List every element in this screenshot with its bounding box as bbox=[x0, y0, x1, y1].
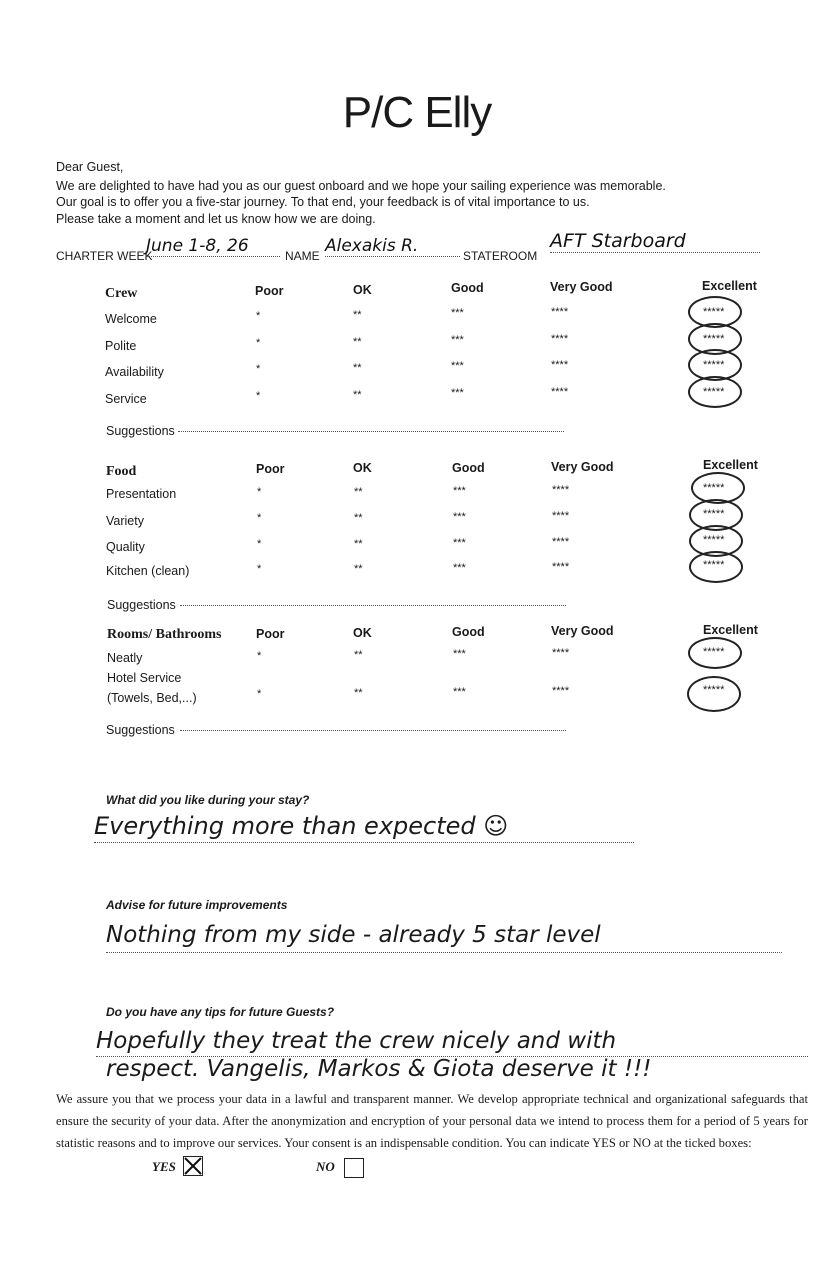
col-header-very-good: Very Good bbox=[551, 624, 614, 638]
rating-ok[interactable]: ** bbox=[353, 362, 362, 374]
crew-suggestions-label: Suggestions bbox=[106, 424, 175, 438]
rating-good[interactable]: *** bbox=[453, 485, 466, 497]
rating-excellent[interactable]: ***** bbox=[703, 359, 725, 371]
rating-good[interactable]: *** bbox=[451, 334, 464, 346]
rating-good[interactable]: *** bbox=[451, 307, 464, 319]
col-header-excellent: Excellent bbox=[702, 279, 757, 293]
answer-liked[interactable]: Everything more than expected ☺ bbox=[94, 812, 634, 843]
rating-ok[interactable]: ** bbox=[353, 309, 362, 321]
rating-excellent[interactable]: ***** bbox=[703, 646, 725, 658]
rating-good[interactable]: *** bbox=[453, 511, 466, 523]
food-item-quality: Quality bbox=[106, 540, 145, 554]
rating-good[interactable]: *** bbox=[453, 562, 466, 574]
rating-ok[interactable]: ** bbox=[354, 486, 363, 498]
rating-good[interactable]: *** bbox=[453, 537, 466, 549]
rooms-item-hotel-service: Hotel Service (Towels, Bed,...) bbox=[107, 671, 197, 705]
rating-poor[interactable]: * bbox=[256, 310, 261, 322]
rating-very-good[interactable]: **** bbox=[552, 484, 570, 496]
question-improvements: Advise for future improvements bbox=[106, 898, 288, 912]
col-header-poor: Poor bbox=[256, 627, 285, 641]
rating-very-good[interactable]: **** bbox=[552, 561, 570, 573]
crew-item-polite: Polite bbox=[105, 339, 137, 353]
food-suggestions-label: Suggestions bbox=[107, 598, 176, 612]
rating-ok[interactable]: ** bbox=[354, 649, 363, 661]
rating-excellent[interactable]: ***** bbox=[703, 534, 725, 546]
food-item-kitchen: Kitchen (clean) bbox=[106, 564, 190, 578]
stateroom-field[interactable]: AFT Starboard bbox=[550, 230, 760, 253]
rating-poor[interactable]: * bbox=[256, 363, 261, 375]
rating-poor[interactable]: * bbox=[257, 650, 262, 662]
selection-circle bbox=[688, 637, 742, 669]
no-label: NO bbox=[316, 1159, 335, 1174]
rating-poor[interactable]: * bbox=[257, 538, 262, 550]
rating-very-good[interactable]: **** bbox=[552, 647, 570, 659]
section-title-rooms: Rooms/ Bathrooms bbox=[107, 627, 222, 642]
rating-good[interactable]: *** bbox=[453, 648, 466, 660]
stateroom-label: STATEROOM bbox=[463, 249, 538, 263]
crew-item-availability: Availability bbox=[105, 365, 164, 379]
rating-poor[interactable]: * bbox=[257, 486, 262, 498]
col-header-very-good: Very Good bbox=[550, 280, 613, 294]
consent-text: We assure you that we process your data in a lawful and transparent manner. We develop appropriate technical and organizational safeguards that ensure the security of your data. After the anonymization and encryption of your personal data we intend to process them for a period of 5 years for statistic reasons and to improve our services. Your consent is an indispensable condition. You can indicate YES or NO at the ticked boxes: bbox=[56, 1092, 808, 1150]
col-header-good: Good bbox=[452, 625, 485, 639]
rating-poor[interactable]: * bbox=[257, 563, 262, 575]
rating-poor[interactable]: * bbox=[256, 390, 261, 402]
selection-circle bbox=[689, 551, 743, 583]
rating-very-good[interactable]: **** bbox=[552, 536, 570, 548]
col-header-very-good: Very Good bbox=[551, 460, 614, 474]
name-label: NAME bbox=[285, 249, 320, 263]
yes-checkbox[interactable] bbox=[183, 1156, 203, 1176]
check-cross-icon bbox=[184, 1157, 202, 1175]
rooms-item-neatly: Neatly bbox=[107, 651, 143, 665]
yes-label: YES bbox=[152, 1159, 176, 1174]
intro-line-2: Our goal is to offer you a five-star journey. To that end, your feedback is of vital importance to us. bbox=[56, 195, 590, 209]
col-header-ok: OK bbox=[353, 626, 372, 640]
rating-good[interactable]: *** bbox=[453, 686, 466, 698]
rating-poor[interactable]: * bbox=[256, 337, 261, 349]
section-title-food: Food bbox=[106, 464, 137, 479]
question-tips: Do you have any tips for future Guests? bbox=[106, 1005, 335, 1019]
section-title-crew: Crew bbox=[105, 286, 138, 301]
rating-ok[interactable]: ** bbox=[354, 563, 363, 575]
rating-excellent[interactable]: ***** bbox=[703, 559, 725, 571]
rating-poor[interactable]: * bbox=[257, 688, 262, 700]
question-liked: What did you like during your stay? bbox=[106, 793, 310, 807]
rating-good[interactable]: *** bbox=[451, 360, 464, 372]
no-checkbox[interactable] bbox=[344, 1158, 364, 1178]
rating-ok[interactable]: ** bbox=[354, 687, 363, 699]
crew-item-service: Service bbox=[105, 392, 147, 406]
rating-ok[interactable]: ** bbox=[353, 389, 362, 401]
crew-suggestions-field[interactable] bbox=[178, 430, 564, 432]
intro-line-3: Please take a moment and let us know how we are doing. bbox=[56, 212, 376, 226]
rooms-suggestions-label: Suggestions bbox=[106, 723, 175, 737]
food-item-presentation: Presentation bbox=[106, 487, 177, 501]
rating-excellent[interactable]: ***** bbox=[703, 386, 725, 398]
selection-circle bbox=[688, 376, 742, 408]
answer-tips-line-2[interactable]: respect. Vangelis, Markos & Giota deserve it !!! bbox=[106, 1056, 652, 1082]
col-header-good: Good bbox=[452, 461, 485, 475]
rating-excellent[interactable]: ***** bbox=[703, 306, 725, 318]
rating-excellent[interactable]: ***** bbox=[703, 482, 725, 494]
answer-improvements[interactable]: Nothing from my side - already 5 star level bbox=[106, 922, 782, 953]
rating-very-good[interactable]: **** bbox=[551, 386, 569, 398]
rating-good[interactable]: *** bbox=[451, 387, 464, 399]
col-header-good: Good bbox=[451, 281, 484, 295]
rating-very-good[interactable]: **** bbox=[551, 359, 569, 371]
rating-very-good[interactable]: **** bbox=[551, 333, 569, 345]
answer-tips-line-1[interactable]: Hopefully they treat the crew nicely and with bbox=[96, 1028, 808, 1057]
col-header-ok: OK bbox=[353, 461, 372, 475]
charter-week-label: CHARTER WEEK bbox=[56, 249, 153, 263]
rating-very-good[interactable]: **** bbox=[552, 685, 570, 697]
greeting: Dear Guest, bbox=[56, 160, 124, 174]
food-item-variety: Variety bbox=[106, 514, 144, 528]
rating-ok[interactable]: ** bbox=[354, 512, 363, 524]
col-header-poor: Poor bbox=[255, 284, 284, 298]
col-header-excellent: Excellent bbox=[703, 623, 758, 637]
rating-excellent[interactable]: ***** bbox=[703, 508, 725, 520]
col-header-ok: OK bbox=[353, 283, 372, 297]
rating-excellent[interactable]: ***** bbox=[703, 333, 725, 345]
food-suggestions-field[interactable] bbox=[180, 604, 566, 606]
page-title: P/C Elly bbox=[342, 88, 492, 137]
rating-ok[interactable]: ** bbox=[353, 336, 362, 348]
rooms-suggestions-field[interactable] bbox=[180, 729, 566, 731]
col-header-poor: Poor bbox=[256, 462, 285, 476]
rating-excellent[interactable]: ***** bbox=[703, 684, 725, 696]
crew-item-welcome: Welcome bbox=[105, 312, 157, 326]
charter-week-field[interactable]: June 1-8, 26 bbox=[146, 236, 280, 257]
name-field[interactable]: Alexakis R. bbox=[325, 236, 460, 257]
rating-very-good[interactable]: **** bbox=[551, 306, 569, 318]
rating-ok[interactable]: ** bbox=[354, 538, 363, 550]
selection-circle bbox=[687, 676, 741, 712]
intro-line-1: We are delighted to have had you as our guest onboard and we hope your sailing experience was memorable. bbox=[56, 179, 666, 193]
col-header-excellent: Excellent bbox=[703, 458, 758, 472]
rating-very-good[interactable]: **** bbox=[552, 510, 570, 522]
rating-poor[interactable]: * bbox=[257, 512, 262, 524]
